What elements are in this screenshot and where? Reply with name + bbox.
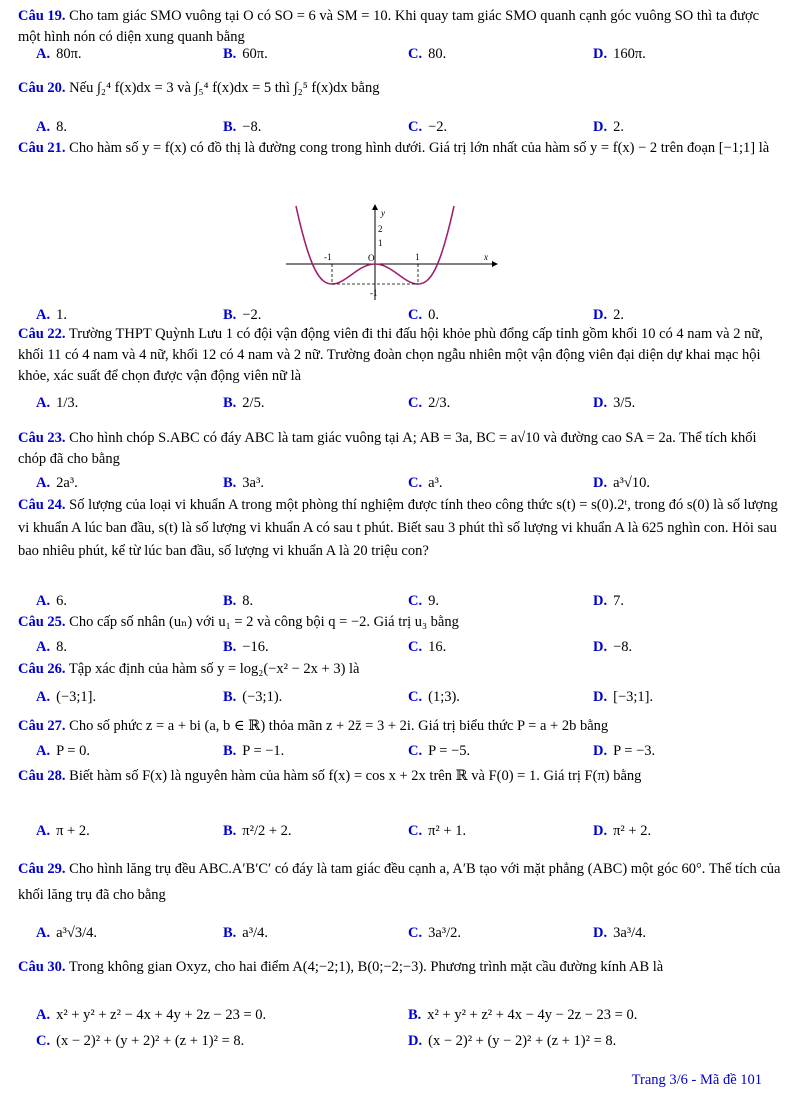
- option-c[interactable]: C. π² + 1.: [408, 823, 467, 839]
- option-c[interactable]: C. 3a³/2.: [408, 925, 462, 941]
- option-b[interactable]: B. (−3;1).: [223, 689, 283, 705]
- option-c[interactable]: C. (1;3).: [408, 689, 460, 705]
- question-19: [18, 6, 782, 48]
- option-a[interactable]: A. x² + y² + z² − 4x + 4y + 2z − 23 = 0.: [36, 1007, 267, 1023]
- x-arrow-icon: [492, 261, 498, 267]
- option-d[interactable]: D. a³√10.: [593, 475, 650, 491]
- question-26: Câu 26. Tập xác định của hàm số y = log₂(−x² − 2x + 3) là: [18, 661, 360, 677]
- question-text: Cho tam giác SMO vuông tại O có SO = 6 và SM = 10. Khi quay tam giác SMO quanh cạnh góc vuông SO thì ta được một hình nón có diện xung quanh bằng: [18, 8, 760, 45]
- options-21: [18, 304, 782, 326]
- question-27: Câu 27. Cho số phức z = a + bi (a, b ∈ ℝ) thỏa mãn z + 2z̄ = 3 + 2i. Giá trị biểu thức P = a + 2b bằng: [18, 718, 609, 734]
- y-arrow-icon: [372, 204, 378, 210]
- tick-label: 1: [378, 238, 383, 248]
- options-26: [18, 686, 782, 708]
- option-c[interactable]: C. 9.: [408, 593, 439, 609]
- question-28: Câu 28. Biết hàm số F(x) là nguyên hàm của hàm số f(x) = cos x + 2x trên ℝ và F(0) = 1. Giá trị F(π) bằng: [18, 768, 642, 784]
- page-footer: Trang 3/6 - Mã đề 101: [631, 1072, 762, 1088]
- options-22: [18, 392, 782, 414]
- question-20: Câu 20. Nếu ∫₂⁴ f(x)dx = 3 và ∫₅⁴ f(x)dx = 5 thì ∫₂⁵ f(x)dx bằng: [18, 80, 380, 96]
- option-b[interactable]: B. π²/2 + 2.: [223, 823, 292, 839]
- options-28: [18, 820, 782, 842]
- option-d[interactable]: D. 7.: [593, 593, 624, 609]
- option-c[interactable]: C. 16.: [408, 639, 447, 655]
- origin-label: O: [368, 253, 375, 263]
- option-b[interactable]: B. −2.: [223, 307, 262, 323]
- option-a[interactable]: A. 1/3.: [36, 395, 79, 411]
- option-a[interactable]: A. P = 0.: [36, 743, 90, 759]
- option-a[interactable]: A. 1.: [36, 307, 67, 323]
- options-24: [18, 590, 782, 612]
- option-b[interactable]: B. P = −1.: [223, 743, 285, 759]
- tick-label: 1: [415, 252, 420, 262]
- option-d[interactable]: D. −8.: [593, 639, 633, 655]
- option-d[interactable]: D. [−3;1].: [593, 689, 654, 705]
- option-a[interactable]: A. π + 2.: [36, 823, 90, 839]
- option-c[interactable]: C. 80.: [408, 46, 447, 62]
- tick-label: -1: [370, 288, 378, 298]
- option-d[interactable]: D. (x − 2)² + (y − 2)² + (z + 1)² = 8.: [408, 1033, 617, 1049]
- option-b[interactable]: B. −16.: [223, 639, 269, 655]
- option-b[interactable]: B. 2/5.: [223, 395, 265, 411]
- option-b[interactable]: B. 60π.: [223, 46, 268, 62]
- option-d[interactable]: D. π² + 2.: [593, 823, 652, 839]
- tick-label: 2: [378, 224, 383, 234]
- option-c[interactable]: C. 2/3.: [408, 395, 451, 411]
- options-23: [18, 472, 782, 494]
- tick-label: -1: [324, 252, 332, 262]
- options-29: [18, 922, 782, 944]
- option-d[interactable]: D. 160π.: [593, 46, 646, 62]
- options-19: [18, 43, 782, 65]
- x-label: x: [484, 252, 488, 262]
- option-a[interactable]: A. (−3;1].: [36, 689, 97, 705]
- question-23: Câu 23. Cho hình chóp S.ABC có đáy ABC là tam giác vuông tại A; AB = 3a, BC = a√10 và đường cao SA = 2a. Thể tích khối chóp đã cho bằng: [18, 430, 757, 467]
- option-a[interactable]: A. 80π.: [36, 46, 82, 62]
- option-b[interactable]: B. −8.: [223, 119, 262, 135]
- option-c[interactable]: C. P = −5.: [408, 743, 471, 759]
- question-21: Câu 21. Cho hàm số y = f(x) có đồ thị là đường cong trong hình dưới. Giá trị lớn nhất của hàm số y = f(x) − 2 trên đoạn [−1;1] là: [18, 140, 770, 156]
- option-c[interactable]: C. 0.: [408, 307, 439, 323]
- option-c[interactable]: C. (x − 2)² + (y + 2)² + (z + 1)² = 8.: [36, 1033, 245, 1049]
- options-20: [18, 116, 782, 138]
- options-30-row1: [18, 1004, 782, 1026]
- options-30-row2: [18, 1030, 782, 1052]
- options-27: [18, 740, 782, 762]
- question-24: Câu 24. Số lượng của loại vi khuẩn A trong một phòng thí nghiệm được tính theo công thức s(t) = s(0).2ᵗ, trong đó s(0) là số lượng vi khuẩn A lúc ban đầu, s(t) là số lượng vi khuẩn A có sau t phút. Biết sau 3 phút thì số lượng vi khuẩn A là 625 nghìn con. Hỏi sau bao nhiêu phút, kể từ lúc ban đầu, số lượng vi khuẩn A là 20 triệu con?: [18, 497, 778, 559]
- y-label: y: [381, 208, 385, 218]
- option-d[interactable]: D. 2.: [593, 119, 624, 135]
- option-b[interactable]: B. 8.: [223, 593, 254, 609]
- option-d[interactable]: D. 2.: [593, 307, 624, 323]
- option-b[interactable]: B. 3a³.: [223, 475, 264, 491]
- options-25: [18, 636, 782, 658]
- option-a[interactable]: A. 6.: [36, 593, 67, 609]
- question-number: Câu 19.: [18, 8, 66, 24]
- option-c[interactable]: C. −2.: [408, 119, 448, 135]
- question-30: Câu 30. Trong không gian Oxyz, cho hai điểm A(4;−2;1), B(0;−2;−3). Phương trình mặt cầu đường kính AB là: [18, 959, 664, 975]
- option-c[interactable]: C. a³.: [408, 475, 443, 491]
- question-22: Câu 22. Trường THPT Quỳnh Lưu 1 có đội vận động viên đi thi đấu hội khỏe phù đổng cấp tỉnh gồm khối 10 có 4 nam và 2 nữ, khối 11 có 4 nam và 4 nữ, khối 12 có 4 nam và 2 nữ. Trường đoàn chọn ngẫu nhiên một vận động viên đại diện dự khai mạc hội khỏe, xác suất để chọn được vận động viên nữ là: [18, 326, 763, 384]
- option-b[interactable]: B. a³/4.: [223, 925, 268, 941]
- function-graph: [282, 200, 502, 304]
- option-a[interactable]: A. 2a³.: [36, 475, 78, 491]
- question-29: Câu 29. Cho hình lăng trụ đều ABC.A′B′C′ có đáy là tam giác đều cạnh a, A′B tạo với mặt phẳng (ABC) một góc 60°. Thể tích của khối lăng trụ đã cho bằng: [18, 861, 781, 903]
- option-d[interactable]: D. 3a³/4.: [593, 925, 647, 941]
- option-a[interactable]: A. 8.: [36, 639, 67, 655]
- option-d[interactable]: D. P = −3.: [593, 743, 656, 759]
- option-a[interactable]: A. 8.: [36, 119, 67, 135]
- question-25: Câu 25. Cho cấp số nhân (uₙ) với u₁ = 2 và công bội q = −2. Giá trị u₃ bằng: [18, 614, 459, 630]
- option-a[interactable]: A. a³√3/4.: [36, 925, 98, 941]
- option-d[interactable]: D. 3/5.: [593, 395, 636, 411]
- option-b[interactable]: B. x² + y² + z² + 4x − 4y − 2z − 23 = 0.: [408, 1007, 638, 1023]
